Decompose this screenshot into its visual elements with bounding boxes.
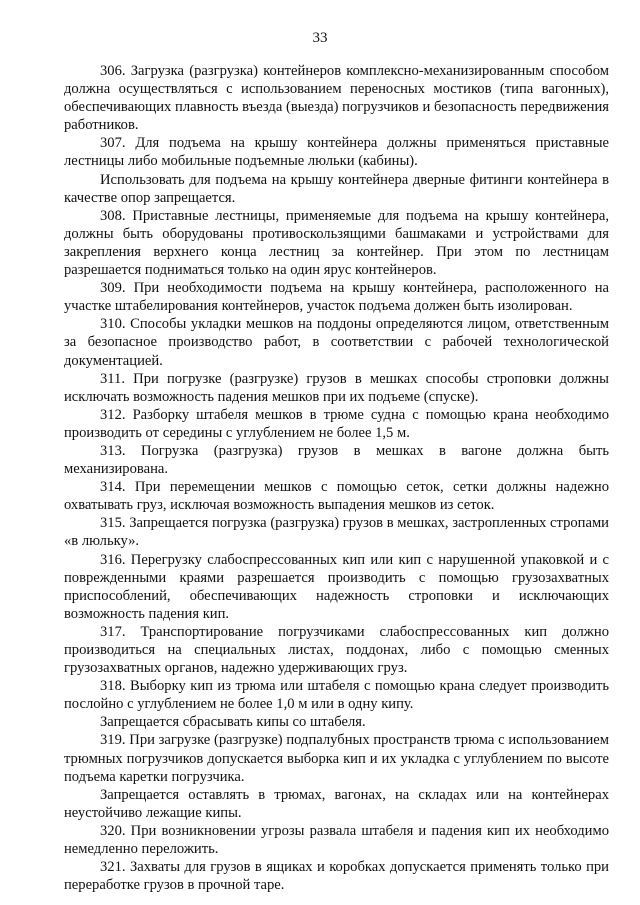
paragraph-313: 313. Погрузка (разгрузка) грузов в мешках в вагоне должна быть механизирована.	[64, 442, 609, 478]
paragraph-317: 317. Транспортирование погрузчиками слабоспрессованных кип должно производиться на специальных листах, поддонах, либо с помощью сменных грузозахватных органов, надежно удерживающих груз.	[64, 623, 609, 677]
document-body	[64, 62, 609, 894]
paragraph-307: 307. Для подъема на крышу контейнера должны применяться приставные лестницы либо мобильные подъемные люльки (кабины).	[64, 135, 609, 170]
paragraph-308: 308. Приставные лестницы, применяемые для подъема на крышу контейнера, должны быть оборудованы противоскользящими башмаками и устройствами для закрепления верхнего конца лестниц за контейнер. При этом по лестницам разрешается подниматься только на один ярус контейнеров.	[64, 207, 609, 279]
paragraph-310: 310. Способы укладки мешков на поддоны определяются лицом, ответственным за безопасное производство работ, в соответствии с рабочей технологической документацией.	[64, 316, 609, 369]
paragraph-316: 316. Перегрузку слабоспрессованных кип или кип с нарушенной упаковкой и с поврежденными краями разрешается производить с помощью грузозахватных приспособлений, обеспечивающих надежность строповки и исключающих возможность падения кип.	[64, 551, 609, 622]
paragraph-320: 320. При возникновении угрозы развала штабеля и падения кип их необходимо немедленно переложить.	[64, 822, 609, 858]
paragraph-309: 309. При необходимости подъема на крышу контейнера, расположенного на участке штабелирования контейнеров, участок подъема должен быть изолирован.	[64, 280, 609, 315]
paragraph-318: 318. Выборку кип из трюма или штабеля с помощью крана следует производить послойно с углублением не более 1,0 м или в одну кипу.	[64, 678, 609, 713]
paragraph-315: 315. Запрещается погрузка (разгрузка) грузов в мешках, застропленных стропами «в люльку».	[64, 515, 609, 550]
paragraph-311: 311. При погрузке (разгрузке) грузов в мешках способы строповки должны исключать возможность падения мешков при их подъеме (спуске).	[64, 370, 609, 405]
paragraph-306: 306. Загрузка (разгрузка) контейнеров комплексно-механизированным способом должна осуществляться с использованием переносных мостиков (типа вагонных), обеспечивающих плавность въезда (выезда) погрузчиков и безопасность передвижения работников.	[64, 63, 609, 134]
paragraph-319: 319. При загрузке (разгрузке) подпалубных пространств трюма с использованием трюмных погрузчиков допускается выборка кип и их укладка с углублением по высоте подъема каретки погрузчика.	[64, 732, 609, 785]
page-number: 33	[312, 30, 328, 46]
paragraph-312: 312. Разборку штабеля мешков в трюме судна с помощью крана необходимо производить от середины с углублением не более 1,5 м.	[64, 406, 609, 441]
paragraph-319-note: Запрещается оставлять в трюмах, вагонах, на складах или на контейнерах неустойчиво лежащие кипы.	[64, 786, 609, 821]
paragraph-321: 321. Захваты для грузов в ящиках и коробках допускается применять только при переработке грузов в прочной таре.	[64, 859, 609, 894]
paragraph-318-note: Запрещается сбрасывать кипы со штабеля.	[100, 714, 366, 731]
paragraph-314: 314. При перемещении мешков с помощью сеток, сетки должны надежно охватывать груз, исключая возможность выпадения мешков из сеток.	[64, 479, 609, 514]
paragraph-307-note: Использовать для подъема на крышу контейнера дверные фитинги контейнера в качестве опор запрещается.	[64, 171, 609, 206]
